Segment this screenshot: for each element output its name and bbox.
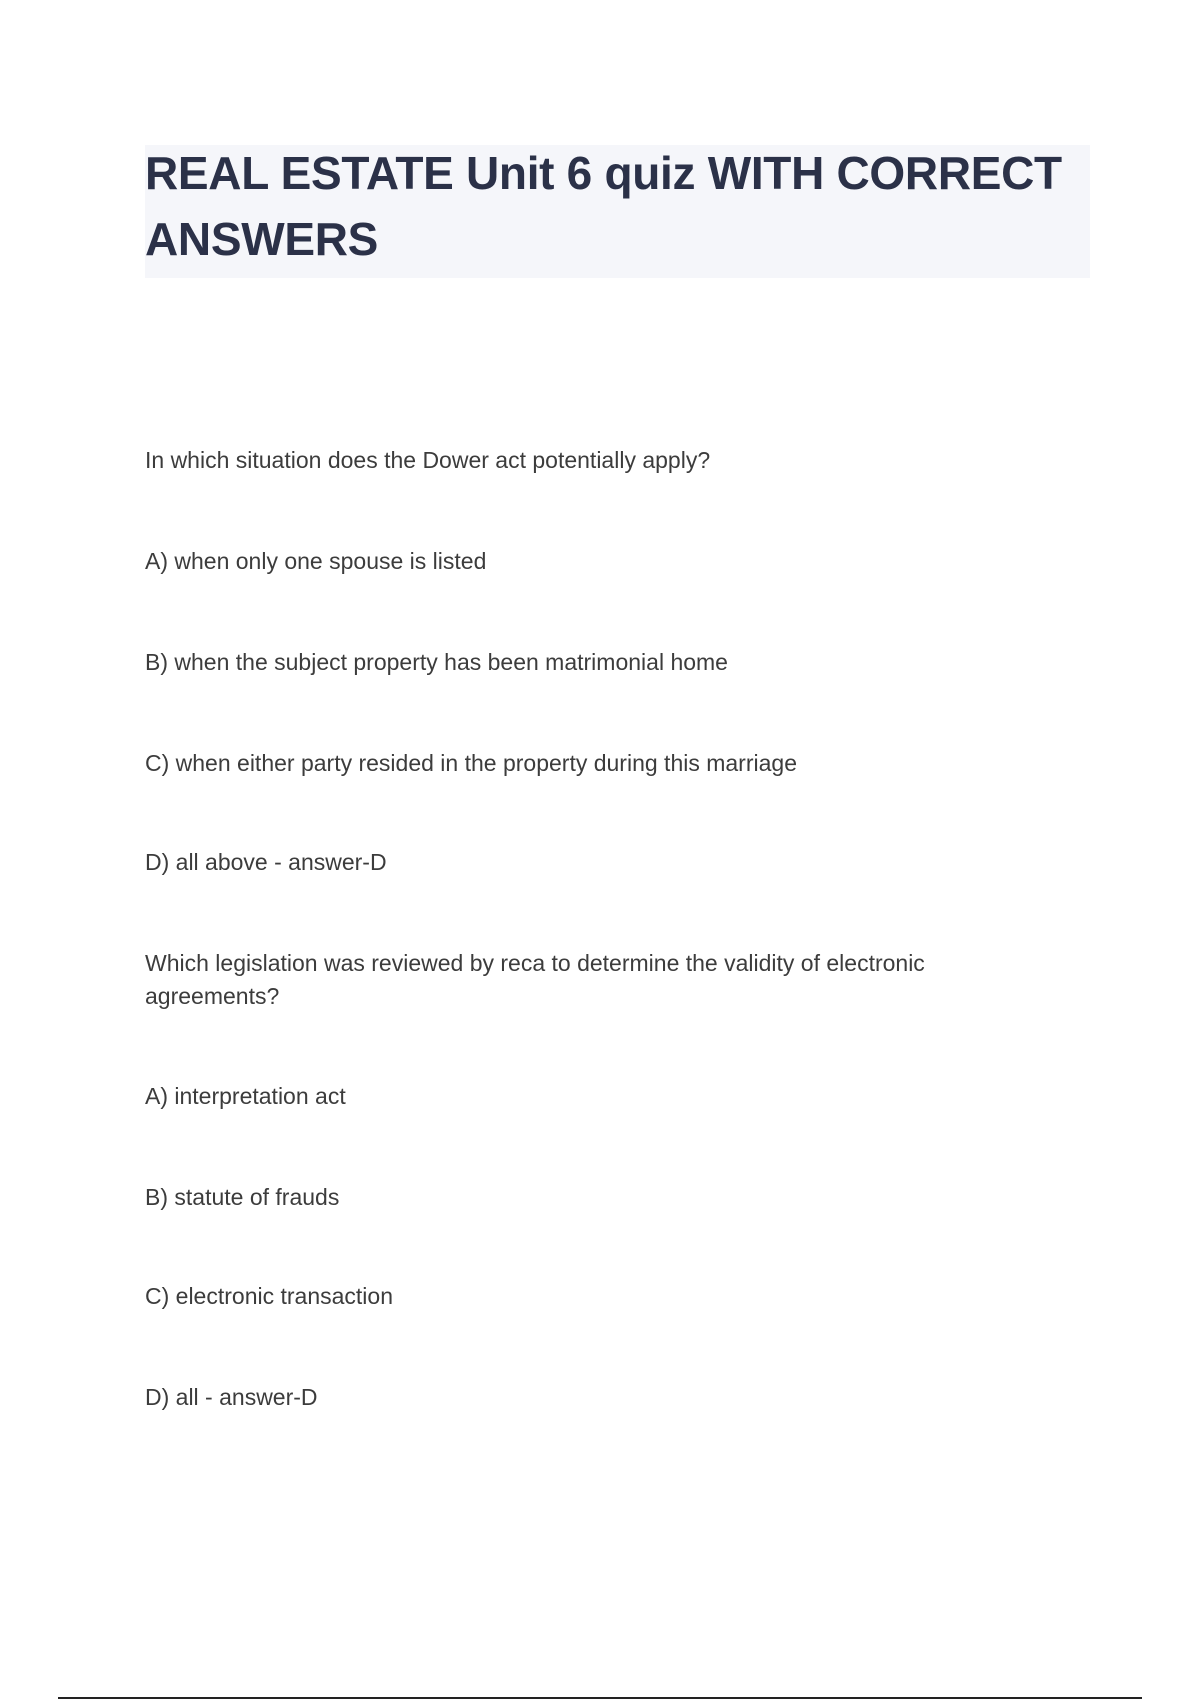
- question-1-option-c: C) when either party resided in the property during this marriage: [145, 750, 797, 776]
- document-title: REAL ESTATE Unit 6 quiz WITH CORRECT ANSWERS: [145, 147, 1062, 265]
- question-2-option-a: A) interpretation act: [145, 1083, 346, 1109]
- question-1-option-d: D) all above - answer-D: [145, 849, 387, 875]
- question-2: Which legislation was reviewed by reca to determine the validity of electronic agreements?: [145, 950, 925, 1009]
- question-1-option-a: A) when only one spouse is listed: [145, 548, 487, 574]
- question-1: In which situation does the Dower act potentially apply?: [145, 447, 711, 473]
- question-2-option-c: C) electronic transaction: [145, 1283, 393, 1309]
- question-2-option-d: D) all - answer-D: [145, 1384, 318, 1410]
- question-2-option-b: B) statute of frauds: [145, 1184, 340, 1210]
- question-1-option-b: B) when the subject property has been matrimonial home: [145, 649, 728, 675]
- footer-divider: [58, 1697, 1142, 1699]
